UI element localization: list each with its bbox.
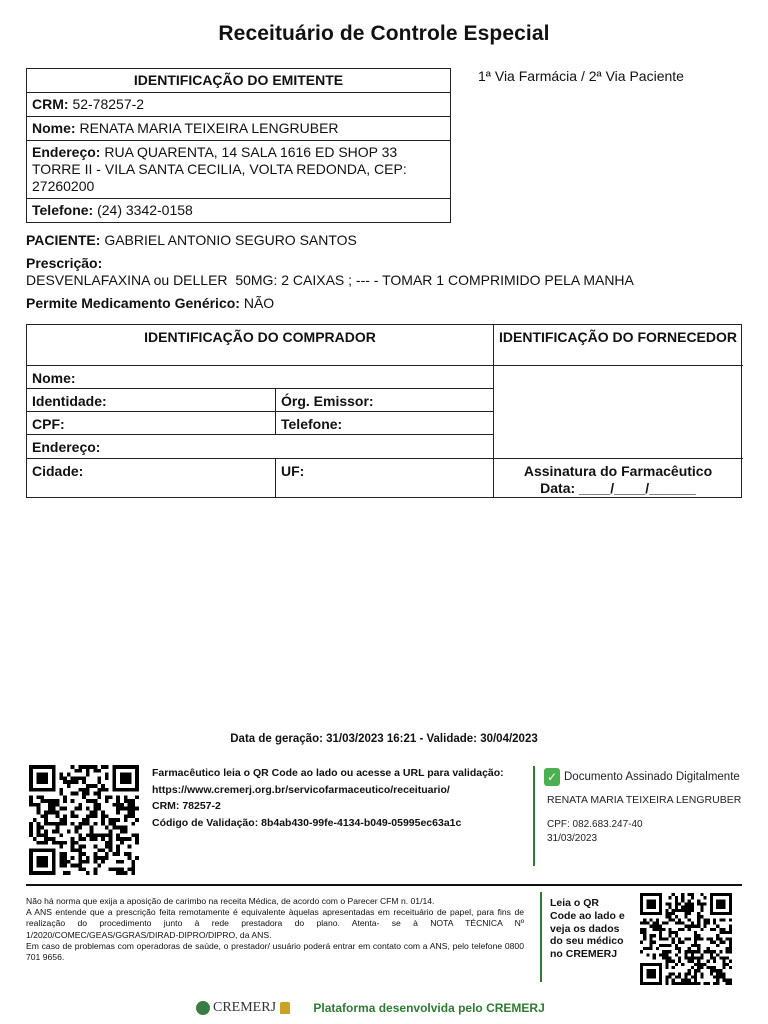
check-shield-icon: ✓ xyxy=(544,768,560,786)
leia-qr-text: Leia o QR Code ao lado e veja os dados do seu médico no CREMERJ xyxy=(550,897,625,961)
crm-label: CRM: xyxy=(32,96,69,112)
normas-text xyxy=(26,896,524,963)
plataforma-text: Plataforma desenvolvida pelo CREMERJ xyxy=(313,1001,545,1015)
row-divider-cpf xyxy=(27,434,493,435)
row-divider-nome xyxy=(27,388,493,389)
paciente-label: PACIENTE: xyxy=(26,232,101,248)
generico-line xyxy=(26,295,274,311)
validacao-crm: CRM: 78257-2 xyxy=(152,800,221,812)
comprador-orgao-label: Órg. Emissor: xyxy=(281,393,374,409)
cremerj-seal-icon xyxy=(196,1001,210,1015)
cremerj-logo-text: CREMERJ xyxy=(213,1000,277,1015)
emitente-header: IDENTIFICAÇÃO DO EMITENTE xyxy=(133,72,344,88)
assinado-label: Documento Assinado Digitalmente xyxy=(564,771,740,784)
crm-value: 52-78257-2 xyxy=(72,96,145,112)
norma-ans: A ANS entende que a prescrição feita remotamente é equivalente àquelas apresentadas em receituário de papel, para fins de realização do procedimento junto à rede prestadora do plano. Atenta- se à NOTA TÉCNICA Nº 1/2020/COMEC/GEAS/GGRAS/DIRAD-DIPRO/DIPRO, da ANS. xyxy=(26,907,524,940)
via-info: 1ª Via Farmácia / 2ª Via Paciente xyxy=(478,68,684,84)
comprador-telefone-label: Telefone: xyxy=(281,416,343,432)
comprador-cpf-label: CPF: xyxy=(32,416,65,432)
row-divider-header xyxy=(27,365,743,366)
emitente-nome xyxy=(27,116,450,140)
telefone-value: (24) 3342-0158 xyxy=(97,202,193,218)
data-geracao: Data de geração: 31/03/2023 16:21 - Validade: 30/04/2023 xyxy=(230,733,538,745)
qr-code-icon[interactable] xyxy=(637,893,735,985)
validacao-url[interactable]: https://www.cremerj.org.br/servicofarmaceutico/receituario/ xyxy=(152,783,450,796)
divider xyxy=(26,884,742,886)
assinatura-data-digital: 31/03/2023 xyxy=(547,833,598,844)
prescricao-label: Prescrição: xyxy=(26,255,103,271)
paciente-line xyxy=(26,232,357,248)
emitente-crm xyxy=(27,92,450,116)
row-divider-endereco xyxy=(27,458,743,459)
comprador-uf-label: UF: xyxy=(281,463,305,479)
generico-value: NÃO xyxy=(243,295,275,311)
cremerj-logo xyxy=(196,1000,290,1016)
footer xyxy=(196,1000,545,1016)
endereco-label: Endereço: xyxy=(32,144,101,160)
comprador-cidade-label: Cidade: xyxy=(32,463,84,479)
assinado-digitalmente xyxy=(544,768,740,786)
divider-green xyxy=(533,766,535,866)
nome-label: Nome: xyxy=(32,120,76,136)
norma-contato: Em caso de problemas com operadoras de saúde, o prestador/ usuário poderá entrar em contato com a ANS, pelo telefone 0800 701 9656. xyxy=(26,940,524,963)
qr-code-icon[interactable] xyxy=(26,765,142,875)
assinante-nome: RENATA MARIA TEIXEIRA LENGRUBER xyxy=(547,794,742,806)
comprador-endereco-label: Endereço: xyxy=(32,439,101,455)
comprador-header: IDENTIFICAÇÃO DO COMPRADOR xyxy=(144,329,376,345)
assinante-cpf: CPF: 082.683.247-40 xyxy=(547,819,643,830)
fornecedor-header: IDENTIFICAÇÃO DO FORNECEDOR xyxy=(499,329,737,345)
prescricao-text: DESVENLAFAXINA ou DELLER 50MG: 2 CAIXAS ; --- - TOMAR 1 COMPRIMIDO PELA MANHA xyxy=(26,272,634,288)
comprador-identidade-label: Identidade: xyxy=(32,393,107,409)
comprador-nome-label: Nome: xyxy=(32,370,76,386)
norma-cfm: Não há norma que exija a aposição de carimbo na receita Médica, de acordo com o Parecer CFM n. 01/14. xyxy=(26,896,435,906)
emitente-telefone xyxy=(27,198,450,222)
assinatura-label: Assinatura do Farmacêutico xyxy=(523,463,713,479)
validacao-instrucao: Farmacêutico leia o QR Code ao lado ou acesse a URL para validação: xyxy=(152,767,504,779)
paciente-value: GABRIEL ANTONIO SEGURO SANTOS xyxy=(104,232,357,248)
validacao-codigo: Código de Validação: 8b4ab430-99fe-4134-b049-05995ec63a1c xyxy=(152,816,462,829)
emitente-endereco xyxy=(27,140,450,198)
emitente-box xyxy=(26,68,451,223)
page-title: Receituário de Controle Especial xyxy=(218,22,550,45)
cremerj-figure-icon xyxy=(280,1002,290,1014)
assinatura-data: Data: ____/____/______ xyxy=(540,480,696,496)
nome-value: RENATA MARIA TEIXEIRA LENGRUBER xyxy=(79,120,339,136)
endereco-value: RUA QUARENTA, 14 SALA 1616 ED SHOP 33 TORRE II - VILA SANTA CECILIA, VOLTA REDONDA, CEP: 27260200 xyxy=(32,144,407,194)
telefone-label: Telefone: xyxy=(32,202,94,218)
generico-label: Permite Medicamento Genérico: xyxy=(26,295,240,311)
validacao-block xyxy=(152,765,504,831)
row-divider-identidade xyxy=(27,411,493,412)
divider-green-2 xyxy=(540,892,542,982)
comprador-table xyxy=(26,324,742,498)
assinatura-farmaceutico xyxy=(493,461,743,499)
